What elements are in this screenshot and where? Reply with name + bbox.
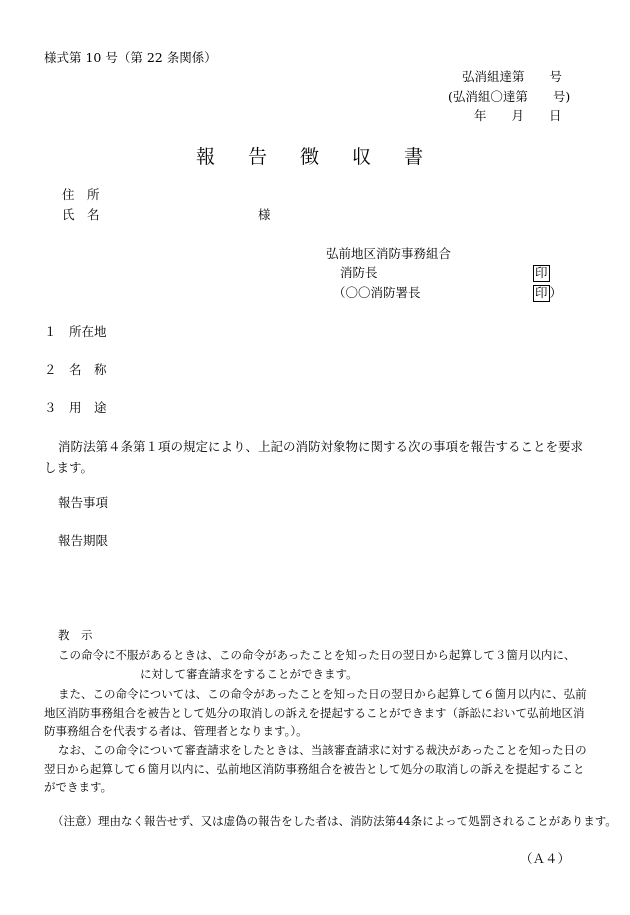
item-number: １ <box>44 324 57 339</box>
issuer-alt-chief: （〇〇消防署長 <box>333 285 421 300</box>
report-deadline-label: 報告期限 <box>58 533 109 548</box>
title-char: 告 <box>248 146 268 168</box>
form-number: 様式第 10 号（第 22 条関係） <box>44 50 217 65</box>
seal-mark: 印 <box>535 265 548 280</box>
instruction-p3: なお、この命令について審査請求をしたときは、当該審査請求に対する裁決があったことを知った日の翌日から起算して６箇月以内に、弘前地区消防事務組合を被告として処分の取消しの訴えを提起することができます。 <box>44 743 587 794</box>
item-label: 用 途 <box>69 400 107 415</box>
honorific: 様 <box>258 207 271 222</box>
title-char: 報 <box>196 146 216 168</box>
issuer-organization: 弘前地区消防事務組合 <box>326 246 452 261</box>
document-title <box>0 148 630 170</box>
item-use <box>44 402 107 415</box>
report-items-label: 報告事項 <box>58 495 109 510</box>
item-label: 所在地 <box>69 324 107 339</box>
request-paragraph: 消防法第４条第１項の規定により、上記の消防対象物に関する次の事項を報告することを要求します。 <box>44 439 584 475</box>
title-char: 徴 <box>300 146 320 168</box>
instruction-p1-line1: この命令に不服があるときは、この命令があったことを知った日の翌日から起算して３箇月以内に、 <box>58 648 576 662</box>
issue-date: 年 月 日 <box>474 108 562 123</box>
document-number-alt: (弘消組〇達第 号) <box>448 89 571 104</box>
item-number: ２ <box>44 362 57 377</box>
seal-mark: 印 ） <box>535 285 563 300</box>
item-label: 名 称 <box>69 362 107 377</box>
close-paren: ） <box>549 285 563 300</box>
address-label: 住 所 <box>62 187 100 202</box>
warning-note: （注意）理由なく報告せず、又は虚偽の報告をした者は、消防法第44条によって処罰されることがあります。 <box>52 814 617 828</box>
paper-size: （Ａ４） <box>520 851 571 866</box>
title-char: 収 <box>352 146 372 168</box>
item-name <box>44 364 107 377</box>
instruction-p2: また、この命令については、この命令があったことを知った日の翌日から起算して６箇月以内に、弘前地区消防事務組合を被告として処分の取消しの訴えを提起することができます（訴訟において弘前地区消防事務組合を代表する者は、管理者となります。）。 <box>44 687 587 738</box>
instruction-heading: 教 示 <box>58 628 93 642</box>
name-label: 氏 名 <box>62 207 100 222</box>
issuer-chief: 消防長 <box>340 265 378 280</box>
document-number: 弘消組達第 号 <box>462 69 563 84</box>
instruction-p1-line2: に対して審査請求をすることができます。 <box>140 667 358 681</box>
item-location <box>44 326 107 339</box>
title-char: 書 <box>404 146 424 168</box>
item-number: ３ <box>44 400 57 415</box>
